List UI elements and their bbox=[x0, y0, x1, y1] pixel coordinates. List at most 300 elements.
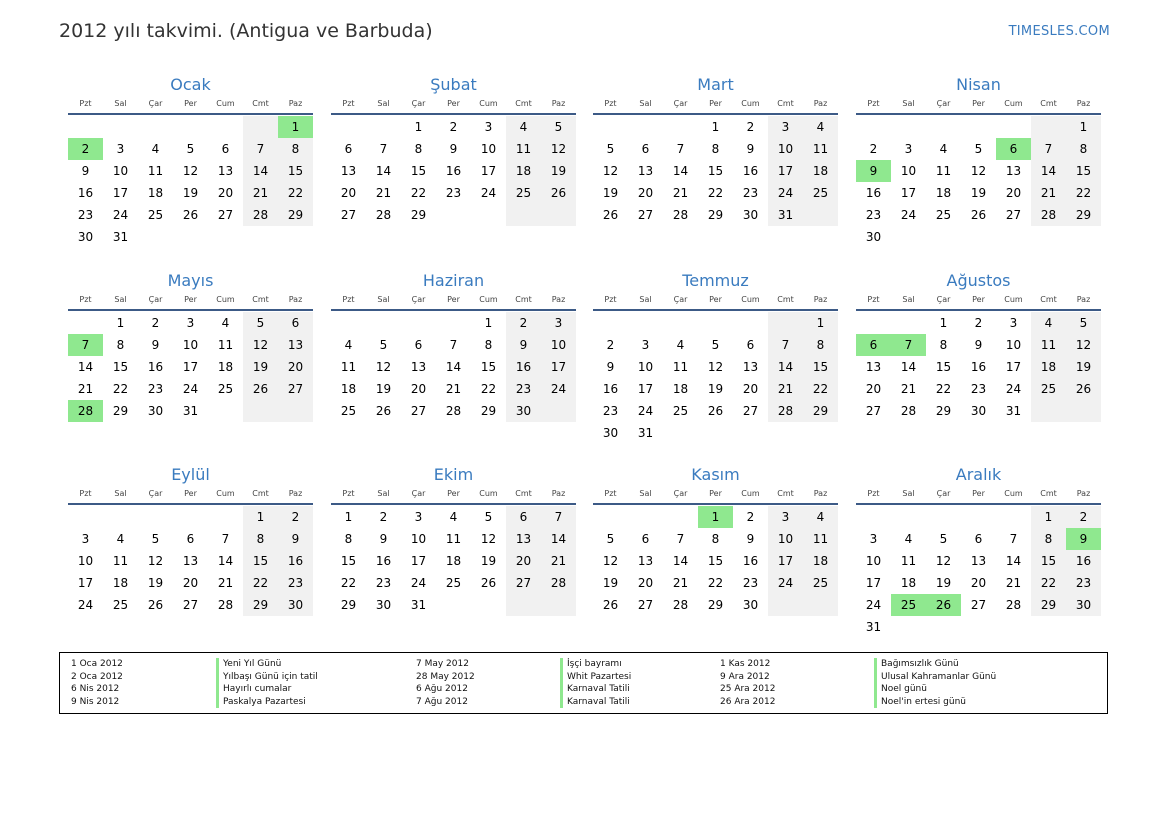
day-cell: 11 bbox=[803, 138, 838, 160]
day-cell: 16 bbox=[1066, 550, 1101, 572]
empty-cell bbox=[961, 506, 996, 528]
day-cell: 16 bbox=[77, 186, 94, 200]
day-cell: 10 bbox=[480, 142, 497, 156]
holiday-name: Karnaval Tatili bbox=[560, 683, 631, 696]
weekday-label: Çar bbox=[411, 295, 426, 304]
day-cell: 11 bbox=[506, 138, 541, 160]
day-cell: 25 bbox=[112, 598, 129, 612]
day-cell: 19 bbox=[182, 186, 199, 200]
day-cell: 5 bbox=[606, 142, 615, 156]
day-cell: 12 bbox=[243, 334, 278, 356]
day-cell: 15 bbox=[707, 554, 724, 568]
day-cell: 9 bbox=[606, 360, 615, 374]
header-rule bbox=[331, 309, 576, 311]
weekday-label: Sal bbox=[639, 99, 652, 108]
empty-cell bbox=[996, 616, 1031, 638]
week-row bbox=[593, 572, 838, 594]
month-12 bbox=[856, 464, 1101, 638]
day-cell: 24 bbox=[112, 208, 129, 222]
weekday-label: Cmt bbox=[1040, 295, 1057, 304]
week-row bbox=[593, 116, 838, 138]
day-cell: 11 bbox=[445, 532, 462, 546]
day-cell: 28 bbox=[672, 598, 689, 612]
day-cell: 24 bbox=[77, 598, 94, 612]
weekday-label: Pzt bbox=[79, 489, 92, 498]
day-cell: 12 bbox=[602, 164, 619, 178]
day-cell: 9 bbox=[1066, 528, 1101, 550]
day-cell: 6 bbox=[996, 138, 1031, 160]
weekday-label: Pzt bbox=[867, 295, 880, 304]
weekday-label: Sal bbox=[114, 99, 127, 108]
week-row bbox=[856, 182, 1101, 204]
empty-cell bbox=[1066, 616, 1101, 638]
empty-cell bbox=[663, 422, 698, 444]
week-row bbox=[593, 550, 838, 572]
day-cell: 28 bbox=[375, 208, 392, 222]
day-cell: 21 bbox=[900, 382, 917, 396]
day-cell: 29 bbox=[707, 208, 724, 222]
empty-cell bbox=[208, 400, 243, 422]
day-cell: 19 bbox=[935, 576, 952, 590]
day-cell: 27 bbox=[637, 598, 654, 612]
day-cell: 22 bbox=[707, 186, 724, 200]
week-row bbox=[856, 334, 1101, 356]
weekday-label: Pzt bbox=[604, 489, 617, 498]
week-row bbox=[856, 616, 1101, 638]
week-row bbox=[593, 182, 838, 204]
day-cell: 3 bbox=[484, 120, 493, 134]
weekday-label: Cmt bbox=[515, 489, 532, 498]
empty-cell bbox=[208, 226, 243, 248]
weekday-label: Cum bbox=[216, 489, 235, 498]
weekday-label: Pzt bbox=[867, 489, 880, 498]
day-cell: 22 bbox=[707, 576, 724, 590]
day-cell: 15 bbox=[707, 164, 724, 178]
day-cell: 16 bbox=[742, 164, 759, 178]
day-cell: 9 bbox=[449, 142, 458, 156]
holiday-date: 6 Ağu 2012 bbox=[416, 684, 468, 694]
day-cell: 23 bbox=[375, 576, 392, 590]
day-cell: 7 bbox=[449, 338, 458, 352]
weekday-header bbox=[68, 97, 313, 111]
weekday-header bbox=[68, 293, 313, 307]
holiday-date: 7 May 2012 bbox=[416, 659, 469, 669]
day-cell: 31 bbox=[637, 426, 654, 440]
day-cell: 3 bbox=[1009, 316, 1018, 330]
day-cell: 24 bbox=[1005, 382, 1022, 396]
day-cell: 20 bbox=[865, 382, 882, 396]
weekday-label: Per bbox=[447, 99, 460, 108]
day-cell: 10 bbox=[637, 360, 654, 374]
day-cell: 27 bbox=[506, 572, 541, 594]
day-cell: 10 bbox=[77, 554, 94, 568]
holiday-date: 1 Oca 2012 bbox=[71, 659, 123, 669]
day-cell: 9 bbox=[81, 164, 90, 178]
weekday-label: Cum bbox=[1004, 295, 1023, 304]
day-cell: 13 bbox=[278, 334, 313, 356]
weekday-header bbox=[856, 97, 1101, 111]
day-cell: 3 bbox=[641, 338, 650, 352]
empty-cell bbox=[663, 506, 698, 528]
holiday-name: Noel günü bbox=[874, 683, 996, 696]
header-rule bbox=[68, 503, 313, 505]
day-cell: 20 bbox=[340, 186, 357, 200]
weekday-label: Pzt bbox=[604, 99, 617, 108]
weekday-label: Cum bbox=[741, 99, 760, 108]
day-cell: 4 bbox=[221, 316, 230, 330]
month-title: Aralık bbox=[955, 465, 1002, 484]
day-cell: 12 bbox=[935, 554, 952, 568]
day-cell: 24 bbox=[182, 382, 199, 396]
week-row bbox=[856, 550, 1101, 572]
weekday-label: Çar bbox=[148, 295, 163, 304]
day-cell: 10 bbox=[768, 138, 803, 160]
day-cell: 6 bbox=[746, 338, 755, 352]
day-cell: 18 bbox=[217, 360, 234, 374]
empty-cell bbox=[541, 204, 576, 226]
weekday-header bbox=[68, 487, 313, 501]
weekday-header bbox=[593, 487, 838, 501]
month-2 bbox=[331, 74, 576, 226]
week-row bbox=[331, 116, 576, 138]
month-title: Mart bbox=[697, 75, 734, 94]
empty-cell bbox=[733, 312, 768, 334]
weekday-label: Çar bbox=[673, 489, 688, 498]
empty-cell bbox=[506, 594, 541, 616]
header-rule bbox=[68, 113, 313, 115]
weekday-header bbox=[593, 97, 838, 111]
day-cell: 20 bbox=[637, 186, 654, 200]
day-cell: 2 bbox=[1066, 506, 1101, 528]
day-cell: 3 bbox=[541, 312, 576, 334]
empty-cell bbox=[243, 400, 278, 422]
day-cell: 3 bbox=[768, 506, 803, 528]
day-cell: 25 bbox=[672, 404, 689, 418]
day-cell: 11 bbox=[803, 528, 838, 550]
day-cell: 28 bbox=[1005, 598, 1022, 612]
day-cell: 14 bbox=[672, 164, 689, 178]
day-cell: 7 bbox=[676, 532, 685, 546]
day-cell: 21 bbox=[1005, 576, 1022, 590]
empty-cell bbox=[698, 422, 733, 444]
weekday-label: Sal bbox=[902, 295, 915, 304]
holiday-name: Hayırlı cumalar bbox=[216, 683, 318, 696]
header-rule bbox=[331, 113, 576, 115]
month-title: Ağustos bbox=[946, 271, 1011, 290]
month-title: Kasım bbox=[691, 465, 740, 484]
day-cell: 19 bbox=[541, 160, 576, 182]
day-cell: 25 bbox=[891, 594, 926, 616]
weekday-label: Çar bbox=[673, 295, 688, 304]
empty-cell bbox=[733, 422, 768, 444]
day-cell: 19 bbox=[1066, 356, 1101, 378]
day-cell: 4 bbox=[803, 506, 838, 528]
day-cell: 30 bbox=[1066, 594, 1101, 616]
day-cell: 15 bbox=[410, 164, 427, 178]
holiday-name: Bağımsızlık Günü bbox=[874, 658, 996, 671]
day-cell: 23 bbox=[742, 186, 759, 200]
day-cell: 23 bbox=[602, 404, 619, 418]
week-row bbox=[331, 550, 576, 572]
weekday-label: Çar bbox=[411, 489, 426, 498]
day-cell: 11 bbox=[217, 338, 234, 352]
day-cell: 6 bbox=[278, 312, 313, 334]
empty-cell bbox=[173, 226, 208, 248]
holiday-name: Noel'in ertesi günü bbox=[874, 696, 996, 709]
empty-cell bbox=[366, 116, 401, 138]
day-cell: 23 bbox=[1066, 572, 1101, 594]
day-cell: 16 bbox=[445, 164, 462, 178]
day-cell: 22 bbox=[803, 378, 838, 400]
day-cell: 14 bbox=[672, 554, 689, 568]
day-cell: 20 bbox=[506, 550, 541, 572]
day-cell: 13 bbox=[742, 360, 759, 374]
weekday-label: Paz bbox=[551, 99, 566, 108]
day-cell: 15 bbox=[480, 360, 497, 374]
day-cell: 8 bbox=[278, 138, 313, 160]
weekday-label: Sal bbox=[377, 489, 390, 498]
week-row bbox=[331, 506, 576, 528]
day-cell: 13 bbox=[970, 554, 987, 568]
day-cell: 18 bbox=[900, 576, 917, 590]
day-cell: 5 bbox=[711, 338, 720, 352]
day-cell: 10 bbox=[541, 334, 576, 356]
day-cell: 11 bbox=[147, 164, 164, 178]
header-rule bbox=[593, 503, 838, 505]
weekday-label: Paz bbox=[1076, 295, 1091, 304]
day-cell: 7 bbox=[379, 142, 388, 156]
day-cell: 9 bbox=[506, 334, 541, 356]
empty-cell bbox=[331, 116, 366, 138]
weekday-label: Paz bbox=[813, 295, 828, 304]
day-cell: 7 bbox=[541, 506, 576, 528]
day-cell: 19 bbox=[707, 382, 724, 396]
day-cell: 22 bbox=[1066, 182, 1101, 204]
day-cell: 21 bbox=[375, 186, 392, 200]
week-row bbox=[68, 378, 313, 400]
empty-cell bbox=[926, 116, 961, 138]
day-cell: 2 bbox=[278, 506, 313, 528]
day-cell: 23 bbox=[278, 572, 313, 594]
day-cell: 13 bbox=[1005, 164, 1022, 178]
day-cell: 28 bbox=[900, 404, 917, 418]
day-cell: 4 bbox=[116, 532, 125, 546]
day-cell: 4 bbox=[506, 116, 541, 138]
day-cell: 10 bbox=[1005, 338, 1022, 352]
day-cell: 19 bbox=[970, 186, 987, 200]
week-row bbox=[331, 356, 576, 378]
day-cell: 22 bbox=[278, 182, 313, 204]
day-cell: 13 bbox=[340, 164, 357, 178]
day-cell: 27 bbox=[865, 404, 882, 418]
day-cell: 6 bbox=[344, 142, 353, 156]
day-cell: 6 bbox=[974, 532, 983, 546]
weekday-label: Pzt bbox=[604, 295, 617, 304]
day-cell: 16 bbox=[147, 360, 164, 374]
day-cell: 4 bbox=[904, 532, 913, 546]
day-cell: 12 bbox=[147, 554, 164, 568]
day-cell: 23 bbox=[865, 208, 882, 222]
day-cell: 6 bbox=[641, 142, 650, 156]
day-cell: 21 bbox=[217, 576, 234, 590]
day-cell: 9 bbox=[974, 338, 983, 352]
week-row bbox=[68, 116, 313, 138]
day-cell: 8 bbox=[711, 532, 720, 546]
day-cell: 1 bbox=[484, 316, 493, 330]
day-cell: 3 bbox=[414, 510, 423, 524]
day-cell: 31 bbox=[182, 404, 199, 418]
day-cell: 28 bbox=[217, 598, 234, 612]
weekday-label: Paz bbox=[288, 295, 303, 304]
day-cell: 6 bbox=[414, 338, 423, 352]
day-cell: 26 bbox=[707, 404, 724, 418]
day-cell: 7 bbox=[768, 334, 803, 356]
day-cell: 19 bbox=[243, 356, 278, 378]
holiday-date: 2 Oca 2012 bbox=[71, 671, 123, 682]
empty-cell bbox=[768, 312, 803, 334]
day-cell: 12 bbox=[375, 360, 392, 374]
day-cell: 28 bbox=[672, 208, 689, 222]
week-row bbox=[331, 378, 576, 400]
weekday-label: Cum bbox=[1004, 99, 1023, 108]
holiday-name: İşçi bayramı bbox=[560, 658, 631, 671]
day-cell: 29 bbox=[1066, 204, 1101, 226]
day-cell: 24 bbox=[768, 182, 803, 204]
day-cell: 8 bbox=[803, 334, 838, 356]
month-3 bbox=[593, 74, 838, 226]
week-row bbox=[856, 594, 1101, 616]
month-10 bbox=[331, 464, 576, 616]
weekday-label: Sal bbox=[114, 295, 127, 304]
month-title: Nisan bbox=[956, 75, 1001, 94]
day-cell: 5 bbox=[484, 510, 493, 524]
day-cell: 2 bbox=[151, 316, 160, 330]
day-cell: 2 bbox=[68, 138, 103, 160]
day-cell: 14 bbox=[445, 360, 462, 374]
day-cell: 25 bbox=[935, 208, 952, 222]
day-cell: 24 bbox=[865, 598, 882, 612]
day-cell: 14 bbox=[541, 528, 576, 550]
day-cell: 8 bbox=[484, 338, 493, 352]
empty-cell bbox=[68, 116, 103, 138]
week-row bbox=[856, 506, 1101, 528]
day-cell: 21 bbox=[445, 382, 462, 396]
day-cell: 16 bbox=[742, 554, 759, 568]
day-cell: 4 bbox=[939, 142, 948, 156]
week-row bbox=[856, 138, 1101, 160]
day-cell: 6 bbox=[221, 142, 230, 156]
day-cell: 18 bbox=[506, 160, 541, 182]
day-cell: 12 bbox=[1066, 334, 1101, 356]
day-cell: 26 bbox=[375, 404, 392, 418]
month-title: Temmuz bbox=[682, 271, 749, 290]
day-cell: 4 bbox=[803, 116, 838, 138]
day-cell: 10 bbox=[865, 554, 882, 568]
week-row bbox=[331, 400, 576, 422]
day-cell: 30 bbox=[865, 230, 882, 244]
day-cell: 19 bbox=[375, 382, 392, 396]
day-cell: 24 bbox=[541, 378, 576, 400]
day-cell: 14 bbox=[1005, 554, 1022, 568]
empty-cell bbox=[541, 400, 576, 422]
weekday-label: Paz bbox=[1076, 489, 1091, 498]
day-cell: 13 bbox=[506, 528, 541, 550]
holiday-name: Yeni Yıl Günü bbox=[216, 658, 318, 671]
weekday-label: Çar bbox=[936, 295, 951, 304]
day-cell: 2 bbox=[449, 120, 458, 134]
holiday-date: 9 Nis 2012 bbox=[71, 696, 120, 707]
day-cell: 10 bbox=[112, 164, 129, 178]
day-cell: 26 bbox=[970, 208, 987, 222]
holiday-name: Paskalya Pazartesi bbox=[216, 696, 318, 709]
day-cell: 30 bbox=[375, 598, 392, 612]
day-cell: 26 bbox=[602, 208, 619, 222]
week-row bbox=[856, 226, 1101, 248]
week-row bbox=[856, 116, 1101, 138]
day-cell: 1 bbox=[414, 120, 423, 134]
day-cell: 18 bbox=[112, 576, 129, 590]
day-cell: 29 bbox=[340, 598, 357, 612]
day-cell: 8 bbox=[711, 142, 720, 156]
week-row bbox=[856, 356, 1101, 378]
holiday-dates-col-1 bbox=[71, 658, 123, 708]
holiday-name: Karnaval Tatili bbox=[560, 696, 631, 709]
week-row bbox=[68, 356, 313, 378]
empty-cell bbox=[996, 506, 1031, 528]
holiday-names-col-2 bbox=[560, 658, 631, 708]
day-cell: 23 bbox=[147, 382, 164, 396]
day-cell: 3 bbox=[116, 142, 125, 156]
day-cell: 29 bbox=[935, 404, 952, 418]
weekday-label: Per bbox=[972, 489, 985, 498]
day-cell: 20 bbox=[182, 576, 199, 590]
empty-cell bbox=[103, 116, 138, 138]
weekday-label: Per bbox=[709, 99, 722, 108]
empty-cell bbox=[278, 400, 313, 422]
day-cell: 5 bbox=[1066, 312, 1101, 334]
brand-link[interactable]: TIMESLES.COM bbox=[1008, 24, 1110, 39]
empty-cell bbox=[768, 422, 803, 444]
day-cell: 21 bbox=[77, 382, 94, 396]
empty-cell bbox=[1031, 400, 1066, 422]
day-cell: 25 bbox=[803, 572, 838, 594]
weekday-label: Çar bbox=[936, 99, 951, 108]
month-7 bbox=[593, 270, 838, 444]
weekday-label: Paz bbox=[551, 295, 566, 304]
weekday-label: Cmt bbox=[252, 99, 269, 108]
week-row bbox=[68, 506, 313, 528]
empty-cell bbox=[506, 204, 541, 226]
weekday-label: Çar bbox=[673, 99, 688, 108]
day-cell: 10 bbox=[410, 532, 427, 546]
weekday-label: Cmt bbox=[515, 295, 532, 304]
empty-cell bbox=[471, 594, 506, 616]
empty-cell bbox=[891, 312, 926, 334]
day-cell: 1 bbox=[243, 506, 278, 528]
day-cell: 20 bbox=[637, 576, 654, 590]
day-cell: 12 bbox=[480, 532, 497, 546]
day-cell: 24 bbox=[480, 186, 497, 200]
day-cell: 27 bbox=[182, 598, 199, 612]
day-cell: 3 bbox=[768, 116, 803, 138]
weekday-label: Pzt bbox=[867, 99, 880, 108]
week-row bbox=[68, 528, 313, 550]
day-cell: 24 bbox=[637, 404, 654, 418]
day-cell: 19 bbox=[602, 186, 619, 200]
day-cell: 13 bbox=[182, 554, 199, 568]
day-cell: 1 bbox=[939, 316, 948, 330]
weekday-label: Cmt bbox=[252, 489, 269, 498]
